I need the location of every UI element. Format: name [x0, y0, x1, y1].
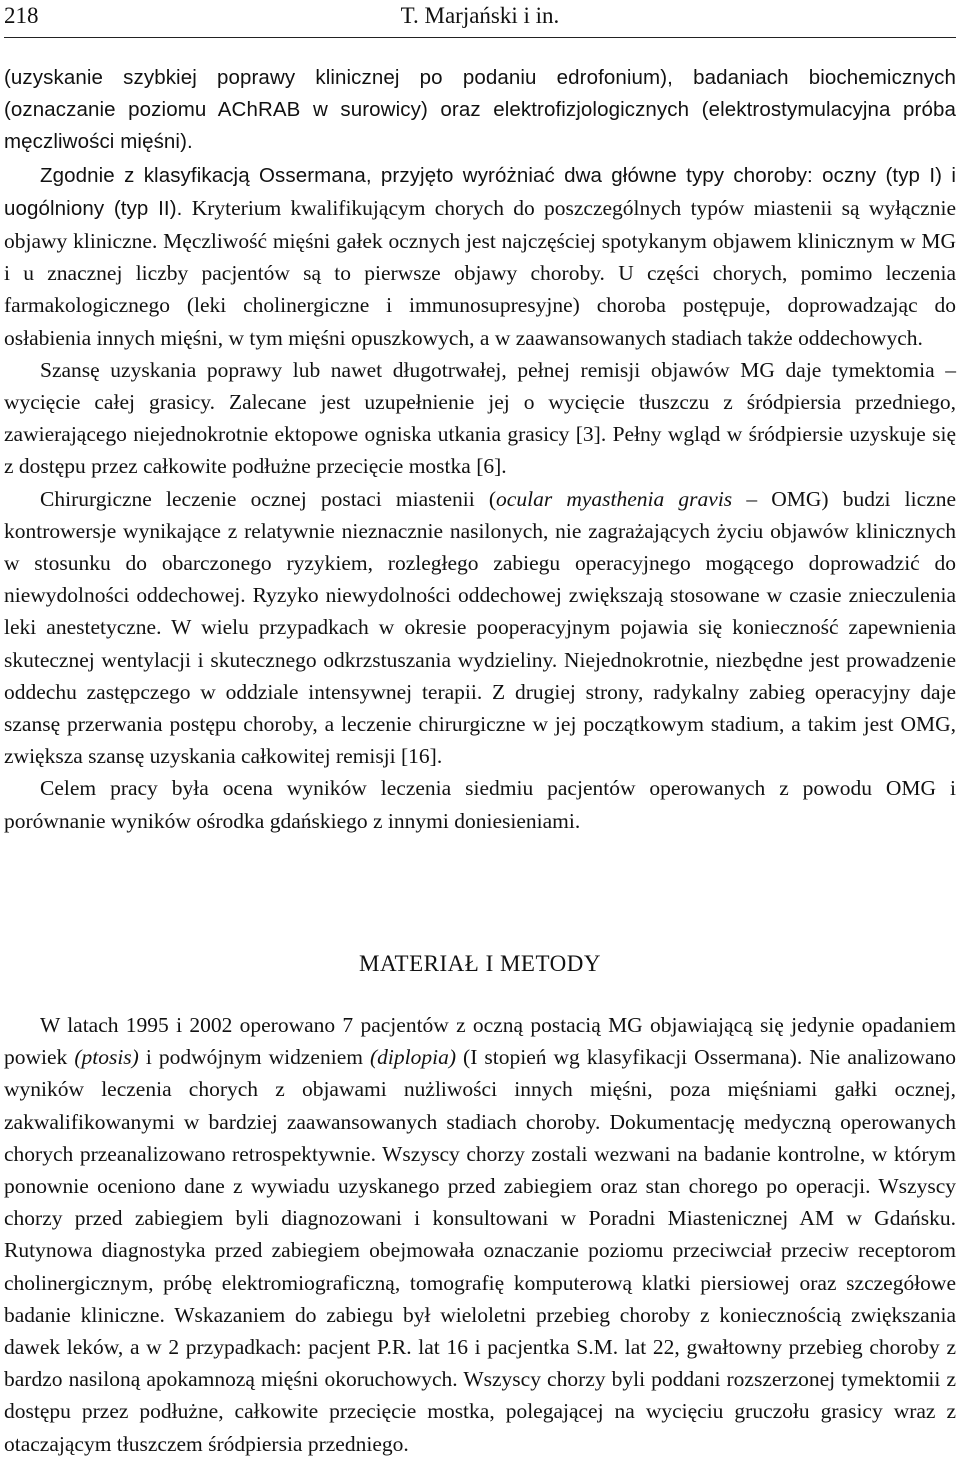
paragraph-thymectomy: Szansę uzyskania poprawy lub nawet długotrwałej, pełnej remisji objawów MG daje tymektomia – wycięcie całej grasicy. Zalecane jest uzupełnienie jej o wycięcie tłuszczu z śródpiersia przedniego, zawierającego niejednokrotnie ektopowe ogniska utkania grasicy [3]. Pełny wgląd w śródpiersie uzyskuje się z dostępu przez całkowite podłużne przecięcie mostka [6]. [4, 357, 956, 479]
ptosis-term: (ptosis) [74, 1045, 139, 1070]
methods-text [4, 1009, 956, 1460]
header-rule [4, 37, 956, 38]
surgical-rest-text: – OMG) budzi liczne kontrowersje wynikające z relatywnie nieznacznie nasilonych, nie zagrażających życiu objawów klinicznych w stosunku do obarczonego ryzykiem, rozległego zabiegu operacyjnego mogącego doprowadzić do niewydolności oddechowej. Ryzyko niewydolności oddechowej zwiększają stosowane w czasie znieczulenia leki anestetyczne. W wielu przypadkach w okresie pooperacyjnym pojawia się konieczność zapewnienia skutecznej wentylacji i skutecznego odkrzstuszania wydzieliny. Niejednokrotnie, niezbędne jest prowadzenie oddechu zastępczego w oddziale intensywnej terapii. Z drugiej strony, radykalny zabieg operacyjny daje szansę przerwania postępu choroby, a leczenie chirurgiczne w jej początkowym stadium, a takim jest OMG, zwiększa szansę uzyskania całkowitej remisji [16]. [4, 486, 957, 769]
page-header [4, 0, 956, 40]
methods-text-part1: W latach 1995 i 2002 operowano 7 pacjentów z oczną postacią MG objawiającą się jedynie opadaniem powiek [4, 1013, 956, 1070]
ocular-myasthenia-term: ocular myasthenia gravis [496, 486, 733, 511]
diplopia-term: (diplopia) [370, 1045, 456, 1070]
criteria-sentences: Kryterium kwalifikującym chorych do poszczególnych typów miastenii są wyłącznie objawy kliniczne. Męczliwość mięśni gałek ocznych jest najczęściej spotykanym objawem klinicznym w MG i u znacznej liczby pacjentów są to pierwsze objawy choroby. U części chorych, pomimo leczenia farmakologicznego (leki cholinergiczne i immunosupresyjne) choroba postępuje, doprowadzając do osłabienia innych mięśni, w tym mięśni opuszkowych, a w zaawansowanych stadiach także oddechowych. [4, 195, 956, 350]
section-heading-methods: MATERIAŁ I METODY [359, 951, 601, 976]
surgical-intro-text: Chirurgiczne leczenie ocznej postaci miastenii ( [40, 486, 497, 511]
page-number: 218 [4, 3, 39, 28]
methods-text-part3: (I stopień wg klasyfikacji Ossermana). Nie analizowano wyników leczenia chorych z objawami nużliwości innych mięśni, poza mięśniami gałki ocznej, zakwalifikowanymi w bardziej zaawansowanych stadiach choroby. Dokumentację medyczną operowanych chorych przeanalizowano retrospektywnie. Wszyscy chorzy zostali wezwani na badanie kontrolne, w którym ponownie oceniono dane z wywiadu uzyskanego przed zabiegiem oraz stan chorego po operacji. Wszyscy chorzy przed zabiegiem byli diagnozowani i konsultowani w Poradni Miastenicznej AM w Gdańsku. Rutynowa diagnostyka przed zabiegiem obejmowała oznaczanie poziomu przeciwciał przeciw receptorom cholinergicznym, próbę elektromiograficzną, tomografię komputerową klatki piersiowej oraz szczegółowe badanie kliniczne. Wskazaniem do zabiegu był wieloletni przebieg choroby z koniecznością zwiększania dawek leków, a w 2 przypadkach: pacjent P.R. lat 16 i pacjentka S.M. lat 22, gwałtowny przebieg choroby z bardzo nasiloną apokamnozą mięśni okoruchowych. Wszyscy chorzy byli poddani rozszerzonej tymektomii z dostępu przez podłużne, całkowite przecięcie mostka, polegającej na wycięciu gruczołu grasicy wraz z otaczającym tłuszczem śródpiersia przedniego. [4, 1045, 956, 1456]
paragraph-aim: Celem pracy była ocena wyników leczenia siedmiu pacjentów operowanych z powodu OMG i porównanie wyników ośrodka gdańskiego z innymi doniesieniami. [4, 776, 956, 833]
methods-text-part2: i podwójnym widzeniem [138, 1045, 370, 1070]
osserman-sentence: Zgodnie z klasyfikacją Ossermana, przyjęto wyróżniać dwa główne typy choroby: oczny (typ I) i uogólniony (typ II). [4, 163, 956, 220]
running-head: T. Marjański i in. [400, 3, 560, 28]
introduction-text [4, 62, 956, 837]
paragraph-osserman-classification [4, 159, 956, 354]
paragraph-surgical-treatment [4, 483, 956, 773]
paragraph-diagnostics: (uzyskanie szybkiej poprawy klinicznej po podaniu edrofonium), badaniach biochemicznych (oznaczanie poziomu AChRAB w surowicy) oraz elektrofizjologicznych (elektrostymulacyjna próba męczliwości mięśni). [4, 66, 956, 154]
paragraph-methods [4, 1009, 956, 1460]
